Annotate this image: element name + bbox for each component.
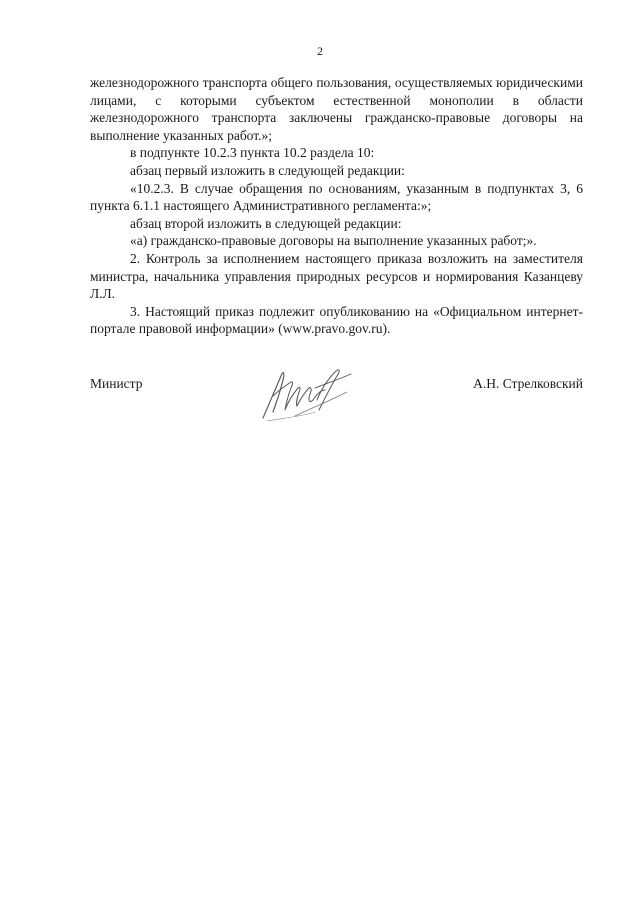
page-number: 2 [317,44,323,58]
paragraph-abzac-a-text: «а) гражданско-правовые договоры на выполнение указанных работ;». [130,233,537,249]
handwritten-signature-icon [255,360,365,422]
paragraph-first-abzac-instruction: абзац первый изложить в следующей редакции: [130,162,405,178]
signatory-name: А.Н. Стрелковский [473,376,583,391]
signature-block [90,360,583,430]
paragraph-publication-clause: 3. Настоящий приказ подлежит опубликованию на «Официальном интернет-портале правовой информации» (www.pravo.gov.ru). [90,303,583,337]
paragraph-control-clause: 2. Контроль за исполнением настоящего приказа возложить на заместителя министра, начальника управления природных ресурсов и нормирования Казанцеву Л.Л. [90,250,583,302]
paragraph-continuation: железнодорожного транспорта общего пользования, осуществляемых юридическими лицами, с которыми субъектом естественной монополии в области железнодорожного транспорта заключены гражданско-правовые договоры на выполнение указанных работ.»; [90,75,583,143]
paragraph-subclause-reference: в подпункте 10.2.3 пункта 10.2 раздела 10: [130,145,375,161]
signatory-position: Министр [90,376,143,391]
paragraph-second-abzac-instruction: абзац второй изложить в следующей редакции: [130,215,402,231]
paragraph-clause-10-2-3-text: «10.2.3. В случае обращения по основаниям, указанным в подпунктах 3, 6 пункта 6.1.1 настоящего Административного регламента:»; [90,180,583,214]
document-body [90,74,583,338]
